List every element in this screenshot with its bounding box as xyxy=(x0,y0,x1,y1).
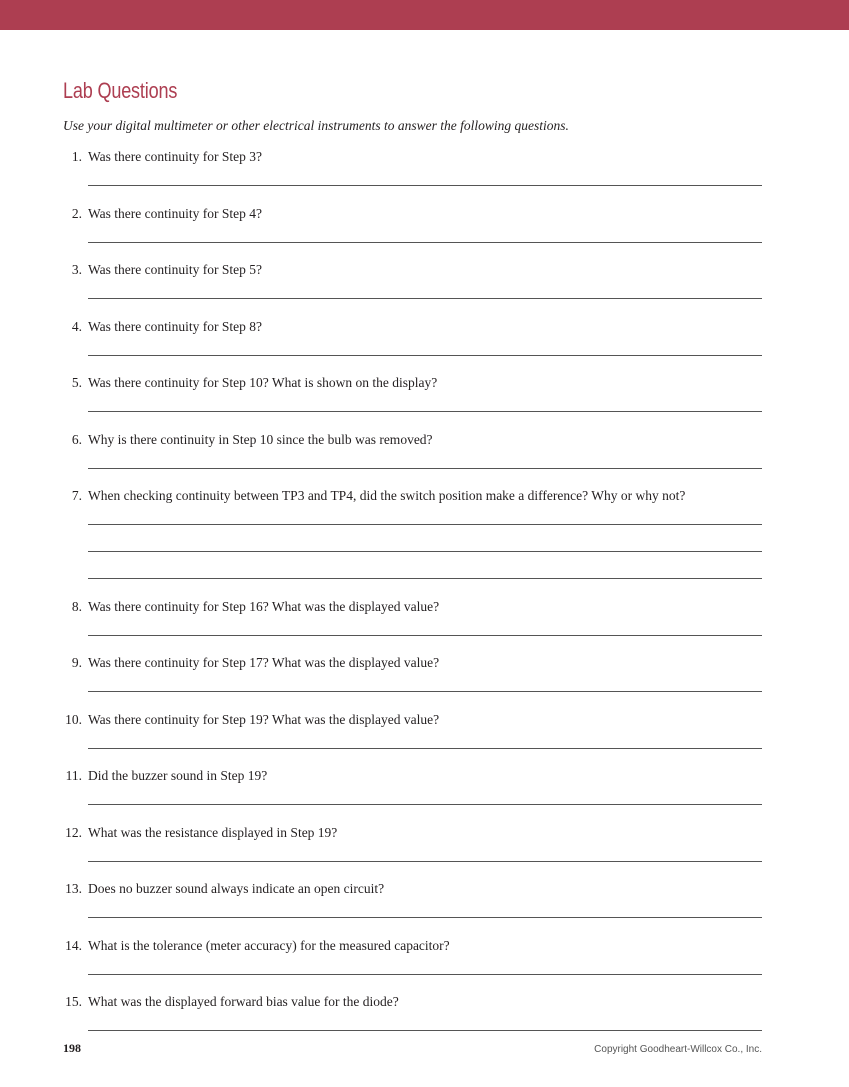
question-label: Was there continuity for Step 4? xyxy=(88,205,262,221)
answer-line[interactable] xyxy=(88,506,762,525)
answer-line[interactable] xyxy=(88,786,762,805)
question-number: 10. xyxy=(65,711,82,727)
question-text xyxy=(0,823,849,843)
question-number: 2. xyxy=(71,205,82,221)
question-label: Was there continuity for Step 5? xyxy=(88,262,262,277)
question-item xyxy=(0,260,849,299)
question-label: Did the buzzer sound in Step 19? xyxy=(88,768,268,783)
answer-line[interactable] xyxy=(88,224,762,243)
question-item xyxy=(0,204,849,243)
question-text xyxy=(0,992,849,1012)
question-text xyxy=(0,766,849,786)
answer-line[interactable] xyxy=(88,956,762,975)
question-number: 5. xyxy=(71,375,82,390)
question-item xyxy=(0,879,849,918)
question-text xyxy=(0,373,849,393)
question-item xyxy=(0,317,849,356)
answer-line[interactable] xyxy=(88,167,762,186)
answer-line[interactable] xyxy=(88,552,762,579)
question-list xyxy=(0,147,849,1049)
question-label: Was there continuity for Step 19? What was the displayed value? xyxy=(88,711,440,727)
question-text xyxy=(0,710,849,730)
question-text xyxy=(0,486,849,506)
question-text xyxy=(0,260,849,280)
instructions: Use your digital multimeter or other electrical instruments to answer the following questions. xyxy=(63,118,569,133)
question-label: Was there continuity for Step 16? What was the displayed value? xyxy=(88,598,440,614)
question-text xyxy=(0,597,849,617)
page-number: 198 xyxy=(63,1041,81,1055)
question-item xyxy=(0,992,849,1031)
question-item xyxy=(0,710,849,749)
answer-line[interactable] xyxy=(88,843,762,862)
question-text xyxy=(0,653,849,673)
question-number: 9. xyxy=(71,655,82,670)
answer-line[interactable] xyxy=(88,899,762,918)
question-number: 7. xyxy=(71,488,82,503)
answer-line[interactable] xyxy=(88,280,762,299)
answer-line[interactable] xyxy=(88,730,762,749)
answer-line[interactable] xyxy=(88,673,762,692)
question-label: Does no buzzer sound always indicate an open circuit? xyxy=(88,881,385,896)
question-number: 1. xyxy=(71,149,82,164)
question-item xyxy=(0,373,849,412)
question-text xyxy=(0,430,849,450)
answer-line[interactable] xyxy=(88,337,762,356)
question-label: Was there continuity for Step 3? xyxy=(88,149,262,164)
question-text xyxy=(0,317,849,337)
question-item xyxy=(0,936,849,975)
question-number: 8. xyxy=(71,598,82,614)
answer-line[interactable] xyxy=(88,617,762,636)
question-label: What is the tolerance (meter accuracy) for the measured capacitor? xyxy=(88,937,450,953)
question-item xyxy=(0,147,849,186)
question-label: What was the displayed forward bias value for the diode? xyxy=(88,994,399,1009)
question-text xyxy=(0,879,849,899)
answer-line[interactable] xyxy=(88,450,762,469)
question-item xyxy=(0,653,849,692)
question-label: Was there continuity for Step 8? xyxy=(88,318,262,334)
question-text xyxy=(0,204,849,224)
question-number: 6. xyxy=(71,431,82,447)
question-text xyxy=(0,936,849,956)
answer-line[interactable] xyxy=(88,525,762,552)
question-item xyxy=(0,597,849,636)
question-label: Was there continuity for Step 10? What is shown on the display? xyxy=(88,375,438,390)
copyright: Copyright Goodheart-Willcox Co., Inc. xyxy=(594,1044,762,1055)
question-number: 12. xyxy=(65,824,82,840)
question-item xyxy=(0,430,849,469)
question-label: Why is there continuity in Step 10 since the bulb was removed? xyxy=(88,431,433,447)
header-bar xyxy=(0,0,849,30)
question-label: Was there continuity for Step 17? What was the displayed value? xyxy=(88,655,440,670)
question-number: 4. xyxy=(71,318,82,334)
question-number: 14. xyxy=(65,937,82,953)
question-number: 11. xyxy=(65,768,82,783)
page-title: Lab Questions xyxy=(63,78,178,103)
question-item xyxy=(0,766,849,805)
answer-line[interactable] xyxy=(88,1012,762,1031)
question-number: 13. xyxy=(65,881,82,896)
question-item xyxy=(0,486,849,579)
question-number: 3. xyxy=(71,262,82,277)
question-item xyxy=(0,823,849,862)
question-label: When checking continuity between TP3 and TP4, did the switch position make a difference? Why or why not? xyxy=(88,488,686,503)
question-number: 15. xyxy=(65,994,82,1009)
question-label: What was the resistance displayed in Step 19? xyxy=(88,824,338,840)
answer-line[interactable] xyxy=(88,393,762,412)
question-text xyxy=(0,147,849,167)
